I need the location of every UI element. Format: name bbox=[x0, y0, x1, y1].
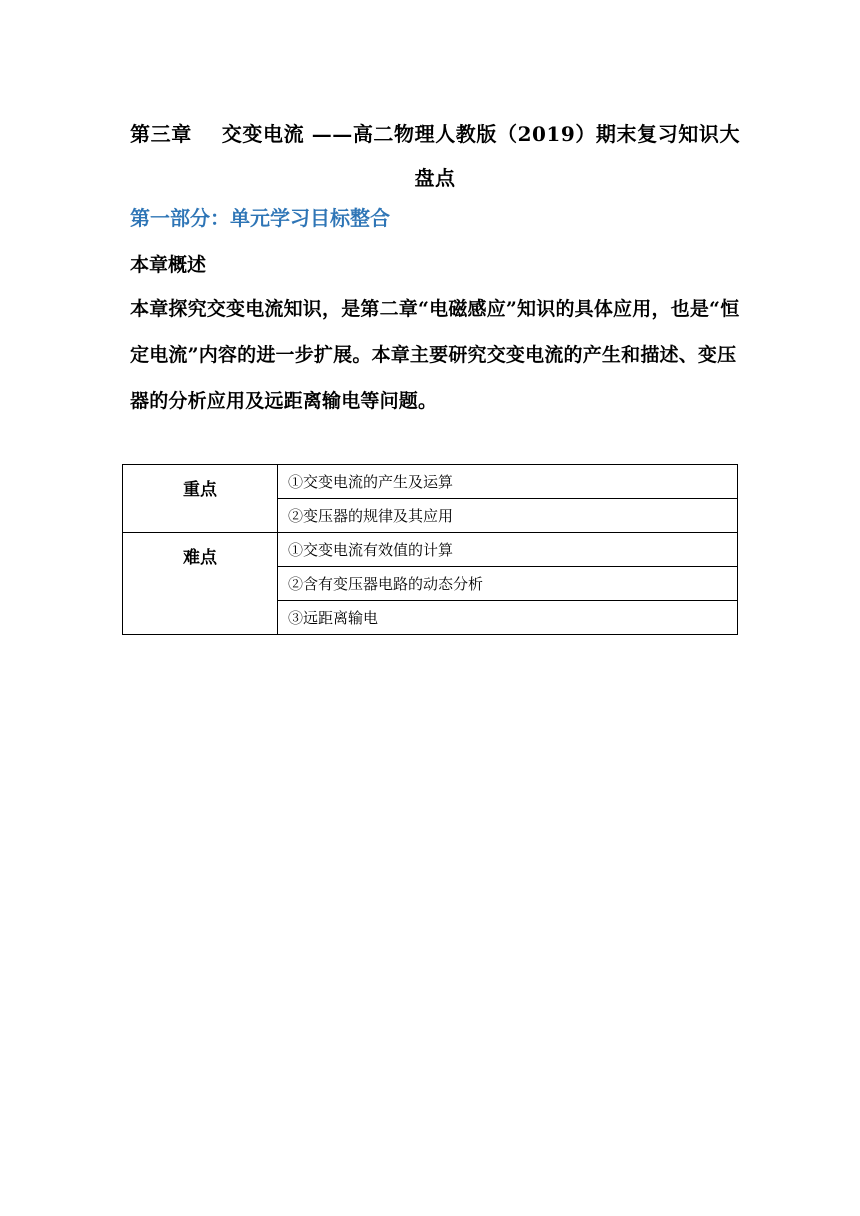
difficult-point-item: ③远距离输电 bbox=[278, 601, 738, 635]
key-points-label: 重点 bbox=[123, 465, 278, 533]
key-points-table bbox=[122, 464, 738, 635]
page-title bbox=[130, 112, 740, 200]
table-row bbox=[123, 533, 738, 567]
chapter-overview-text: 本章探究交变电流知识，是第二章“电磁感应”知识的具体应用，也是“恒定电流”内容的进一步扩展。本章主要研究交变电流的产生和描述、变压器的分析应用及远距离输电等问题。 bbox=[130, 298, 740, 412]
key-point-item: ②变压器的规律及其应用 bbox=[278, 499, 738, 533]
table-row bbox=[123, 465, 738, 499]
chapter-title: 交变电流 ——高二物理人教版（2019）期末复习知识大盘点 bbox=[221, 122, 740, 190]
chapter-overview-heading: 本章概述 bbox=[130, 254, 207, 276]
key-point-item: ①交变电流的产生及运算 bbox=[278, 465, 738, 499]
difficult-point-item: ②含有变压器电路的动态分析 bbox=[278, 567, 738, 601]
difficult-points-label: 难点 bbox=[123, 533, 278, 635]
section-heading: 第一部分：单元学习目标整合 bbox=[130, 206, 390, 230]
chapter-label: 第三章 bbox=[130, 122, 192, 146]
difficult-point-item: ①交变电流有效值的计算 bbox=[278, 533, 738, 567]
